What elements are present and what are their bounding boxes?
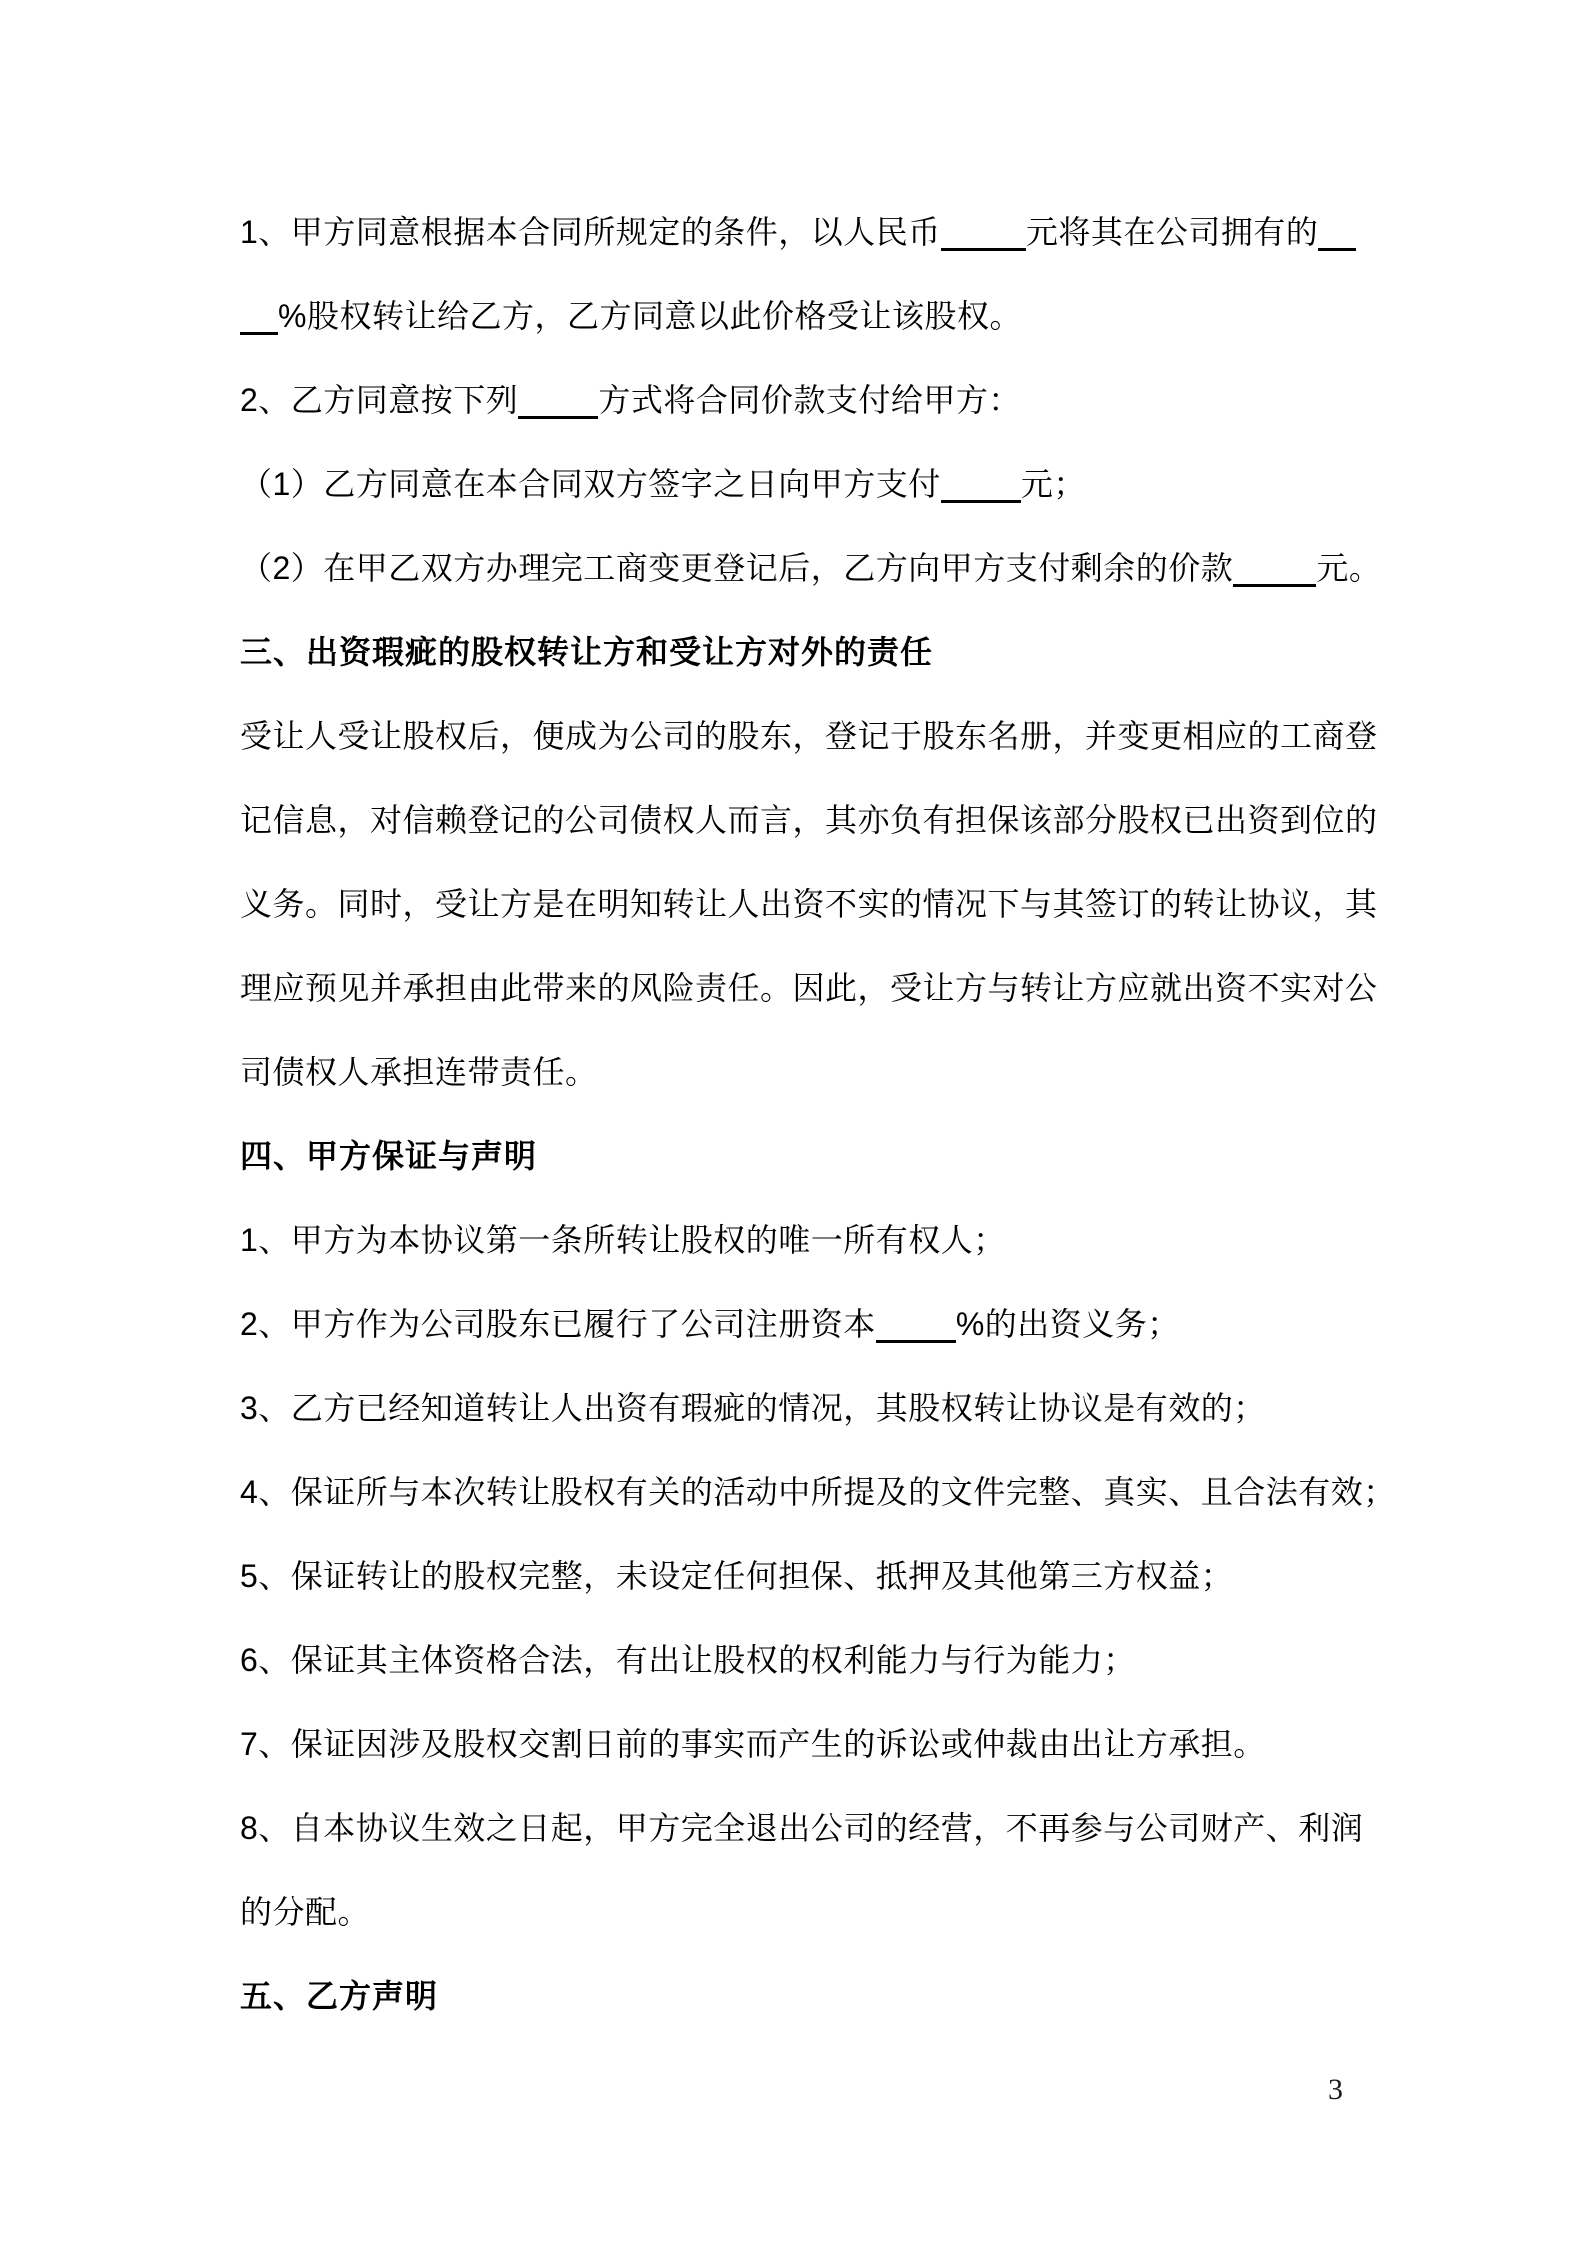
contract-body — [240, 190, 1396, 2038]
section-4-item-4 — [240, 1450, 1396, 1534]
text-run: 三、出资瑕疵的股权转让方和受让方对外的责任 — [240, 634, 934, 670]
section-5-heading — [240, 1954, 1370, 2038]
blank-underline — [1318, 246, 1356, 251]
section-4-item-8-line-1 — [240, 1786, 1370, 1870]
text-run: %的出资义务； — [955, 1306, 1180, 1342]
text-run: 2、乙方同意按下列 — [240, 382, 519, 418]
section-4-item-5 — [240, 1534, 1370, 1618]
text-run: 2、甲方作为公司股东已履行了公司注册资本 — [240, 1306, 876, 1342]
section-3-heading — [240, 610, 1370, 694]
section-3-paragraph-line-4 — [240, 946, 1378, 1030]
section-4-item-2 — [240, 1282, 1370, 1366]
blank-underline — [1233, 582, 1316, 587]
text-run: 4、保证所与本次转让股权有关的活动中所提及的文件完整、真实、且合法有效； — [240, 1474, 1396, 1510]
section-4-item-7 — [240, 1702, 1370, 1786]
text-run: 记信息，对信赖登记的公司债权人而言，其亦负有担保该部分股权已出资到位的 — [240, 802, 1378, 838]
text-run: 7、保证因涉及股权交割日前的事实而产生的诉讼或仲裁由出让方承担。 — [240, 1726, 1266, 1762]
section-3-paragraph-line-2 — [240, 778, 1378, 862]
text-run: 元将其在公司拥有的 — [1025, 214, 1319, 250]
clause-2-sub-2 — [240, 526, 1382, 610]
blank-underline — [876, 1338, 956, 1343]
text-run: 元； — [1020, 466, 1086, 502]
section-3-paragraph-line-1 — [240, 694, 1378, 778]
section-3-paragraph-line-3 — [240, 862, 1378, 946]
text-run: 方式将合同价款支付给甲方： — [598, 382, 1021, 418]
text-run: 8、自本协议生效之日起，甲方完全退出公司的经营，不再参与公司财产、利润 — [240, 1810, 1364, 1846]
clause-2-sub-1 — [240, 442, 1370, 526]
text-run: %股权转让给乙方，乙方同意以此价格受让该股权。 — [278, 298, 1022, 334]
clause-1-line-1 — [240, 190, 1370, 274]
page-number: 3 — [1328, 2073, 1343, 2106]
clause-2 — [240, 358, 1370, 442]
section-4-item-3 — [240, 1366, 1370, 1450]
clause-1-line-2 — [240, 274, 1370, 358]
section-4-item-6 — [240, 1618, 1370, 1702]
section-3-paragraph-line-5 — [240, 1030, 1370, 1114]
blank-underline — [240, 330, 278, 335]
text-run: 3、乙方已经知道转让人出资有瑕疵的情况，其股权转让协议是有效的； — [240, 1390, 1266, 1426]
text-run: （2）在甲乙双方办理完工商变更登记后，乙方向甲方支付剩余的价款 — [240, 550, 1234, 586]
section-4-item-8-line-2 — [240, 1870, 1370, 1954]
text-run: 司债权人承担连带责任。 — [240, 1054, 598, 1090]
text-run: 5、保证转让的股权完整，未设定任何担保、抵押及其他第三方权益； — [240, 1558, 1234, 1594]
text-run: 6、保证其主体资格合法，有出让股权的权利能力与行为能力； — [240, 1642, 1136, 1678]
text-run: 五、乙方声明 — [240, 1978, 439, 2014]
text-run: 受让人受让股权后，便成为公司的股东，登记于股东名册，并变更相应的工商登 — [240, 718, 1378, 754]
section-4-heading — [240, 1114, 1370, 1198]
blank-underline — [518, 414, 598, 419]
text-run: 元。 — [1316, 550, 1382, 586]
section-4-item-1 — [240, 1198, 1370, 1282]
text-run: （1）乙方同意在本合同双方签字之日向甲方支付 — [240, 466, 941, 502]
text-run: 的分配。 — [240, 1894, 371, 1930]
text-run: 义务。同时，受让方是在明知转让人出资不实的情况下与其签订的转让协议，其 — [240, 886, 1378, 922]
blank-underline — [941, 498, 1021, 503]
text-run: 理应预见并承担由此带来的风险责任。因此，受让方与转让方应就出资不实对公 — [240, 970, 1378, 1006]
blank-underline — [941, 246, 1026, 251]
text-run: 1、甲方为本协议第一条所转让股权的唯一所有权人； — [240, 1222, 1006, 1258]
text-run: 四、甲方保证与声明 — [240, 1138, 538, 1174]
text-run: 1、甲方同意根据本合同所规定的条件，以人民币 — [240, 214, 941, 250]
